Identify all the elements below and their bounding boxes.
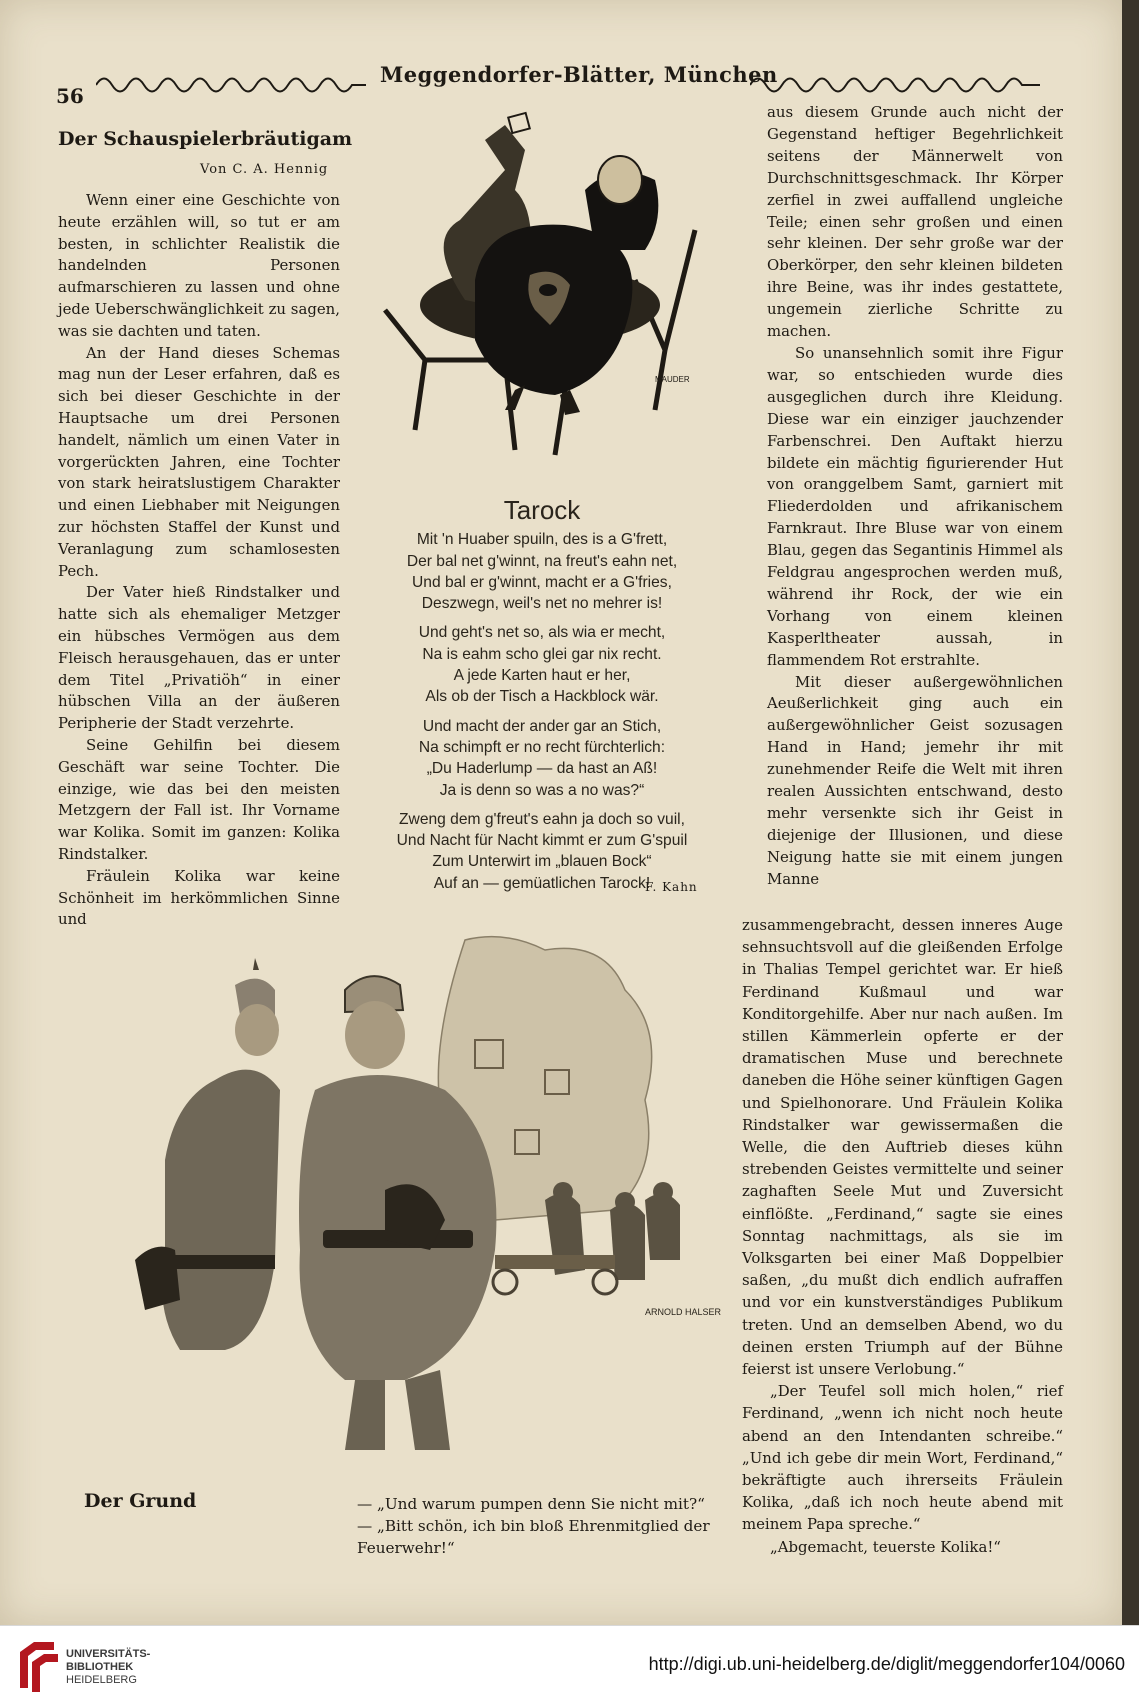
poem-stanza: [362, 529, 722, 614]
library-name-line: UNIVERSITÄTS-: [66, 1648, 151, 1660]
masthead: Meggendorfer-Blätter, München: [380, 62, 778, 87]
poem-stanza: [362, 622, 722, 707]
poem-line: Zum Unterwirt im „blauen Bock“: [432, 853, 652, 871]
cartoon-title: Der Grund: [84, 1490, 197, 1512]
story-column-1: [58, 190, 340, 931]
library-name: [66, 1648, 150, 1687]
caption-line: — „Und warum pumpen denn Sie nicht mit?“: [357, 1495, 705, 1513]
illustration-signature: MAUDER: [655, 375, 690, 384]
poem-line: Und geht's net so, als wia er mecht,: [418, 624, 666, 642]
poem-author: F. Kahn: [645, 880, 698, 894]
story-title: Der Schauspielerbräutigam: [58, 128, 353, 150]
poem-line: Als ob der Tisch a Hackblock wär.: [425, 688, 659, 706]
paragraph: So unansehnlich somit ihre Figur war, so entschieden wurde dies ausgeglichen durch ihre Kleidung. Diese war ein einziger jauchzender Farbenschrei. Den Auftakt hierzu bildete ein mächtig figurierender Hut von oranggelbem Samt, garniert mit Fliederdolden und afrikanischem Farnkraut. Ihre Bluse war von einem Blau, gegen das Segantinis Himmel als Feldgrau angesprochen werden muß, während ihr Rock, der wie ein Vorhang von einem kleinen Kasperltheater aussah, in flammendem Rot erstrahlte.: [767, 343, 1063, 669]
poem-line: Na schimpft er no recht fürchterlich:: [418, 738, 666, 756]
permalink-url[interactable]: http://digi.ub.uni-heidelberg.de/diglit/meggendorfer104/0060: [648, 1654, 1125, 1674]
illustration-signature: ARNOLD HALSER: [645, 1307, 722, 1317]
header-ornament-left: [96, 70, 366, 100]
playing-card: [508, 113, 530, 133]
paragraph: Wenn einer eine Geschichte von heute erzählen will, so tut er am besten, in schlichter Realistik die handelnden Personen aufmarschieren zu lassen und ohne jede Ueberschwänglichkeit zu sagen, was sie dachten und taten.: [58, 191, 340, 340]
face: [598, 156, 642, 204]
university-logo-icon: [14, 1638, 64, 1698]
poem-line: Und bal er g'winnt, macht er a G'fries,: [412, 573, 672, 591]
poem-line: Auf an — gemüatlichen Tarock!: [433, 874, 651, 892]
story-column-3-bottom: [742, 914, 1063, 1558]
poem-line: Und macht der ander gar an Stich,: [422, 717, 662, 735]
poem-line: Na is eahm scho glei gar nix recht.: [422, 645, 662, 663]
story-column-3-top: [767, 102, 1063, 891]
paragraph: „Der Teufel soll mich holen,“ rief Ferdinand, „wenn ich nicht noch heute abend an den Intendanten schreibe.“ „Und ich gebe dir mein Wort, Ferdinand,“ bekräftigte auch ihrerseits Fräulein Kolika, „daß ich noch heute abend mit meinem Papa spreche.“: [742, 1382, 1063, 1534]
poem: [362, 495, 722, 902]
viewer-footer: [0, 1625, 1139, 1707]
paragraph: aus diesem Grunde auch nicht der Gegenstand heftiger Begehrlichkeit seitens der Männerwelt von Durchschnittsgeschmack. Ihr Körper zerfiel in zwei auffallend ungleiche Teile; einen sehr großen und einen sehr kleinen. Der sehr große war der Oberkörper, den sehr kleinen bildeten ihre Beine, was ihr indes gestattete, ungemein zierliche Schritte zu machen.: [767, 103, 1063, 341]
paragraph: zusammengebracht, dessen inneres Auge sehnsuchtsvoll auf die gleißenden Erfolge in Thalias Tempel gerichtet war. Er hieß Ferdinand Kußmaul und war Konditorgehilfe. Aber nur nach außen. Im stillen Kämmerlein opferte er der dramatischen Muse und berechnete daneben die Höhe seiner künftigen Gagen und Spielhonorare. Und Fräulein Kolika Rindstalker war gewissermaßen die Welle, die den Auftrieb dieses kühn strebenden Geistes vermittelte und seiner zaghaften Seele Mut und Zuversicht einflößte. „Ferdinand,“ sagte sie eines Sonntag nachmittags, als sie im Volksgarten bei einer Maß Doppelbier saßen, „du mußt dich endlich aufraffen und vor ein kunstverständiges Publikum treten. Und an demselben Abend, wo du deinen ersten Triumph auf der Bühne feierst ist unsere Verlobung.“: [742, 916, 1063, 1379]
poem-line: Zweng dem g'freut's eahn ja doch so vuil,: [399, 810, 685, 828]
paragraph: Mit dieser außergewöhnlichen Aeußerlichkeit ging auch ein außergewöhnlicher Geist sozusagen Hand in Hand; jemehr ihr mit zunehmender Reife die Welt mit ihren realen Aussichten entschwand, desto mehr versenkte sich ihr Geist in diejenige der Illusionen, und diese Neigung hatte sie mit einem jungen Manne: [767, 672, 1063, 888]
paragraph: An der Hand dieses Schemas mag nun der Leser erfahren, daß es sich bei dieser Geschichte in der Hauptsache um drei Personen handelt, nämlich um einen Vater in vorgerückten Jahren, eine Tochter von stark heiratslustigem Charakter und einen Liebhaber mit Neigungen zur höchsten Staffel der Kunst und Veranlagung zum schamlosesten Pech.: [58, 343, 340, 580]
poem-line: Und Nacht für Nacht kimmt er zum G'spuil: [396, 832, 688, 850]
header-ornament-right: [750, 70, 1040, 100]
poem-line: A jede Karten haut er her,: [453, 667, 631, 685]
library-name-line: HEIDELBERG: [66, 1674, 137, 1686]
paragraph: Seine Gehilfin bei diesem Geschäft war seine Tochter. Die einzige, wie das bei den meisten Metzgern der Fall ist. Ihr Vorname war Kolika. Somit im ganzen: Kolika Rindstalker.: [58, 735, 340, 863]
story-author: Von C. A. Hennig: [200, 162, 329, 177]
poem-line: Deszwegn, weil's net no mehrer is!: [421, 595, 663, 613]
paragraph: „Abgemacht, teuerste Kolika!“: [770, 1537, 1001, 1556]
paragraph: Der Vater hieß Rindstalker und hatte sich als ehemaliger Metzger ein hübsches Vermögen aus dem Fleisch herausgehauen, das er unter dem Titel „Privatiöh“ in einer hübschen Villa an der äußeren Peripherie der Stadt verzehrte.: [58, 583, 340, 733]
poem-line: „Du Haderlump — da hast an Aß!: [426, 760, 658, 778]
poem-line: Ja is denn so was a no was?“: [439, 781, 645, 799]
poem-stanza: [362, 716, 722, 801]
poem-title: Tarock: [503, 495, 581, 525]
card-players-illustration: [365, 110, 730, 490]
cartoon-caption: [357, 1493, 717, 1559]
page-edge: [1122, 0, 1139, 1625]
library-name-line: BIBLIOTHEK: [66, 1661, 134, 1673]
thin-man-figure: [135, 958, 280, 1350]
firemen-cartoon-illustration: [85, 930, 725, 1480]
paragraph: Fräulein Kolika war keine Schönheit im herkömmlichen Sinne und: [58, 866, 340, 929]
caption-line: — „Bitt schön, ich bin bloß Ehrenmitglied der Feuerwehr!“: [357, 1517, 710, 1557]
poem-line: Mit 'n Huaber spuiln, des is a G'frett,: [416, 531, 668, 549]
page-number: 56: [56, 84, 84, 108]
poem-line: Der bal net g'winnt, na freut's eahn net,: [406, 552, 678, 570]
